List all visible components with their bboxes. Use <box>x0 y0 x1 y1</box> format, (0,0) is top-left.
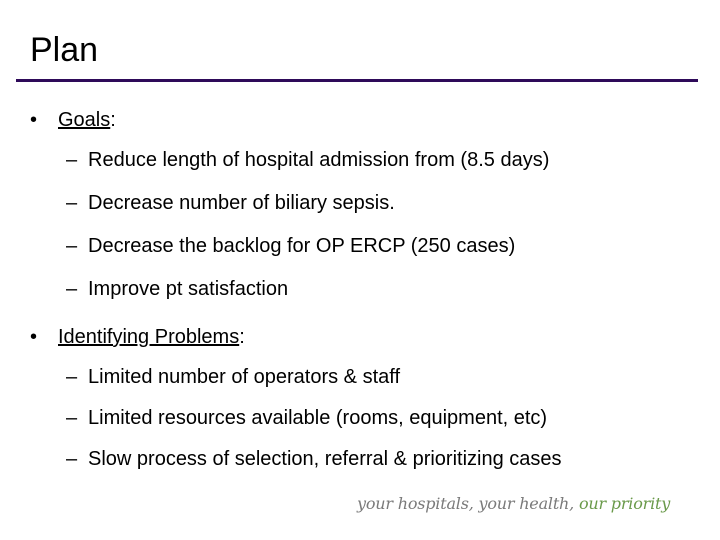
list-item: – Limited resources available (rooms, equipment, etc) <box>66 407 548 429</box>
section-problems: • Identifying Problems: <box>30 326 245 348</box>
bullet-icon: • <box>30 326 38 348</box>
dash-icon: – <box>66 407 78 429</box>
dash-icon: – <box>66 366 78 388</box>
list-item: – Improve pt satisfaction <box>66 278 289 300</box>
footer-tagline: your hospitals, your health, our priority <box>357 494 671 513</box>
dash-icon: – <box>66 192 78 214</box>
list-item: – Decrease number of biliary sepsis. <box>66 192 395 214</box>
section-heading: Goals <box>58 109 111 131</box>
list-item: – Reduce length of hospital admission from (8.5 days) <box>66 149 550 171</box>
section-goals: • Goals: <box>30 109 116 131</box>
list-item: – Slow process of selection, referral & prioritizing cases <box>66 448 562 470</box>
list-item: – Limited number of operators & staff <box>66 366 401 388</box>
dash-icon: – <box>66 448 78 470</box>
list-item: – Decrease the backlog for OP ERCP (250 cases) <box>66 235 516 257</box>
dash-icon: – <box>66 149 78 171</box>
section-heading: Identifying Problems <box>58 326 240 348</box>
slide-title: Plan <box>30 31 99 69</box>
dash-icon: – <box>66 278 78 300</box>
dash-icon: – <box>66 235 78 257</box>
title-divider <box>16 79 698 82</box>
bullet-icon: • <box>30 109 38 131</box>
